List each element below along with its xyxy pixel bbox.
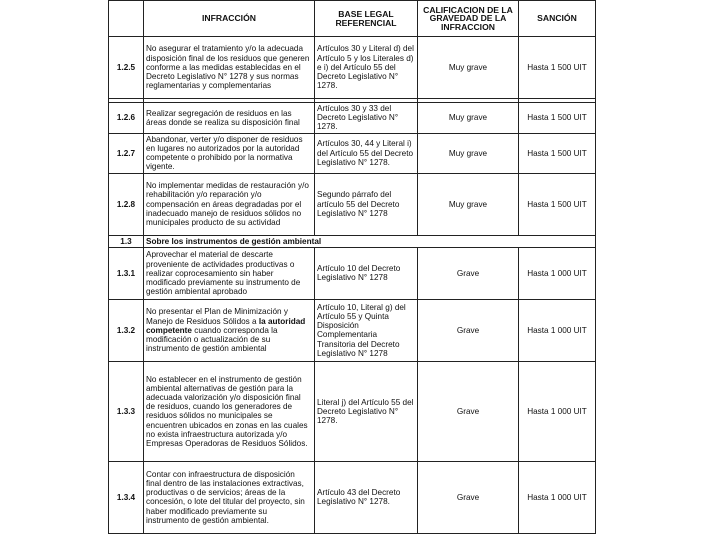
row-sancion: Hasta 1 000 UIT — [519, 461, 596, 533]
row-sancion: Hasta 1 000 UIT — [519, 247, 596, 299]
row-number: 1.3.2 — [109, 299, 144, 361]
row-base-legal: Artículo 10, Literal g) del Artículo 55 y Quinta Disposición Complementaria Transitoria del Decreto Legislativo N° 1278 — [315, 299, 418, 361]
row-infraccion: Aprovechar el material de descarte proveniente de actividades productivas o realizar coprocesamiento sin haber modificado previamente su instrumento de gestión ambiental aprobado — [144, 247, 315, 299]
header-sancion: SANCIÓN — [519, 1, 596, 37]
row-calificacion: Muy grave — [418, 103, 519, 134]
row-number: 1.2.5 — [109, 37, 144, 99]
row-sancion: Hasta 1 000 UIT — [519, 361, 596, 461]
table-row — [109, 133, 596, 173]
row-calificacion: Muy grave — [418, 133, 519, 173]
section-number: 1.3 — [109, 235, 144, 247]
row-infraccion: Contar con infraestructura de disposición final dentro de las instalaciones extractivas, productivas o de servicios; áreas de la concesión, o lote del titular del proyecto, sin haber modificado previamente su instrumento de gestión ambiental. — [144, 461, 315, 533]
row-sancion: Hasta 1 000 UIT — [519, 299, 596, 361]
table-row — [109, 461, 596, 533]
table-row — [109, 173, 596, 235]
row-base-legal: Artículos 30, 44 y Literal i) del Artículo 55 del Decreto Legislativo N° 1278. — [315, 133, 418, 173]
row-base-legal: Literal j) del Artículo 55 del Decreto Legislativo N° 1278. — [315, 361, 418, 461]
row-calificacion: Muy grave — [418, 173, 519, 235]
table-row — [109, 247, 596, 299]
row-infraccion: No asegurar el tratamiento y/o la adecuada disposición final de los residuos que generen conforme a las medidas establecidas en el Decreto Legislativo N° 1278 y sus normas reglamentarias y complementarias — [144, 37, 315, 99]
row-sancion: Hasta 1 500 UIT — [519, 133, 596, 173]
infraccion-text-post: cuando corresponda la modificación o actualización de su instrumento de gestión ambiental — [146, 325, 278, 354]
table-row — [109, 103, 596, 134]
row-infraccion: No establecer en el instrumento de gestión ambiental alternativas de gestión para la adecuada valorización y/o disposición final de residuos, cuando los generadores de residuos sólidos no municipales se encuentren ubicados en zonas en las cuales no exista infraestructura autorizada y/o Empresas Operadoras de Residuos Sólidos. — [144, 361, 315, 461]
row-calificacion: Grave — [418, 461, 519, 533]
row-infraccion — [144, 299, 315, 361]
row-infraccion: No implementar medidas de restauración y/o rehabilitación y/o reparación y/o compensación en áreas degradadas por el inadecuado manejo de residuos sólidos no municipales producto de su actividad — [144, 173, 315, 235]
row-number: 1.2.6 — [109, 103, 144, 134]
table-row — [109, 361, 596, 461]
infraccion-text-pre: No presentar el Plan de Minimización y Manejo de Residuos Sólidos a — [146, 307, 288, 326]
row-infraccion: Abandonar, verter y/o disponer de residuos en lugares no autorizados por la autoridad competente o prohibido por la normativa vigente. — [144, 133, 315, 173]
infractions-table-sheet — [108, 0, 587, 540]
row-sancion: Hasta 1 500 UIT — [519, 103, 596, 134]
row-infraccion: Realizar segregación de residuos en las áreas donde se realiza su disposición final — [144, 103, 315, 134]
section-row — [109, 235, 596, 247]
infractions-table — [108, 0, 596, 534]
table-header-row — [109, 1, 596, 37]
row-number: 1.2.7 — [109, 133, 144, 173]
row-calificacion: Grave — [418, 299, 519, 361]
header-base-legal: BASE LEGAL REFERENCIAL — [315, 1, 418, 37]
row-base-legal: Artículos 30 y 33 del Decreto Legislativo N° 1278. — [315, 103, 418, 134]
row-number: 1.3.4 — [109, 461, 144, 533]
table-row — [109, 37, 596, 99]
row-number: 1.3.1 — [109, 247, 144, 299]
row-calificacion: Grave — [418, 361, 519, 461]
table-row — [109, 299, 596, 361]
row-sancion: Hasta 1 500 UIT — [519, 37, 596, 99]
row-number: 1.2.8 — [109, 173, 144, 235]
header-calificacion: CALIFICACION DE LA GRAVEDAD DE LA INFRACCION — [418, 1, 519, 37]
infraccion-text-emphasis: la autoridad competente — [146, 316, 306, 335]
row-calificacion: Grave — [418, 247, 519, 299]
row-base-legal: Artículo 10 del Decreto Legislativo N° 1278 — [315, 247, 418, 299]
row-base-legal: Segundo párrafo del artículo 55 del Decreto Legislativo N° 1278 — [315, 173, 418, 235]
row-calificacion: Muy grave — [418, 37, 519, 99]
header-number — [109, 1, 144, 37]
row-base-legal: Artículos 30 y Literal d) del Artículo 5 y los Literales d) e i) del Artículo 55 del Decreto Legislativo N° 1278. — [315, 37, 418, 99]
row-base-legal: Artículo 43 del Decreto Legislativo N° 1278. — [315, 461, 418, 533]
row-number: 1.3.3 — [109, 361, 144, 461]
row-sancion: Hasta 1 500 UIT — [519, 173, 596, 235]
section-title: Sobre los instrumentos de gestión ambiental — [144, 235, 596, 247]
header-infraccion: INFRACCIÓN — [144, 1, 315, 37]
